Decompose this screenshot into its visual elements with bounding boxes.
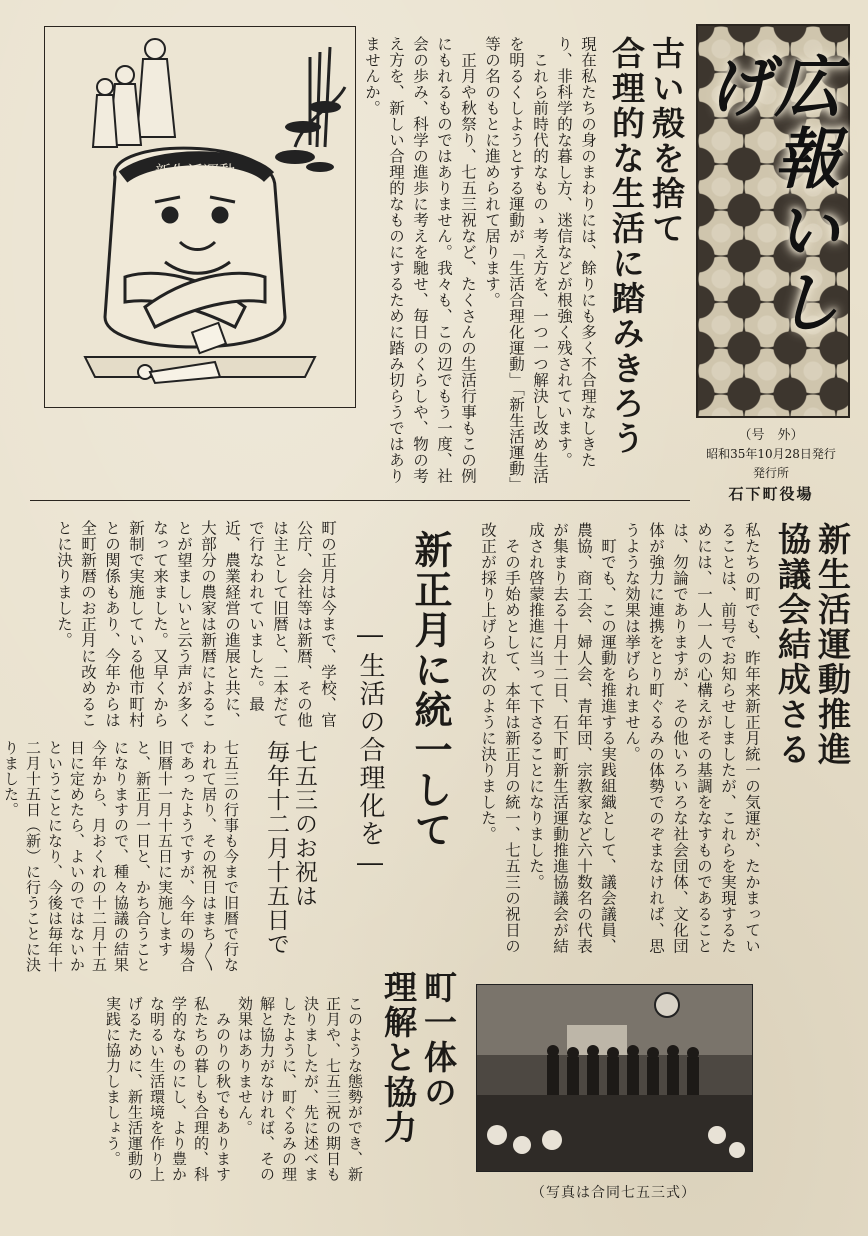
article2-headline-line1: 新生活運動推進 xyxy=(813,522,852,767)
section-divider xyxy=(30,500,690,501)
article1-headline xyxy=(602,36,686,506)
article2-headline xyxy=(768,522,852,962)
article2-headline-line2: 協議会結成さる xyxy=(773,522,812,767)
ceremony-photo xyxy=(476,984,753,1172)
article4-headline xyxy=(248,740,318,980)
article1-headline-line1: 古い殻を捨て xyxy=(647,36,686,246)
publication-info xyxy=(696,424,846,504)
article1-body: 現在私たちの身のまわりには、餘りにも多く不合理なしきたり、非科学的な暮し方、迷信などが根強く残されています。 これら前時代的なものゝ考え方を、一つ一つ解決し改め生活を明るくしようとする運動が「生活合理化運動」「新生活運動」等の名のもとに進められて居ります。 正月や秋祭り、七五三祝など、たくさんの生活行事もこの例にもれるものではありません。我々も、この辺でもう一度、社会の歩み、科学の進歩に考えを馳せ、毎日のくらしや、物の考え方を、新しい合理的なものにするために踏み切らうではありませんか。 xyxy=(363,36,597,485)
article5-headline xyxy=(372,970,458,1220)
article5-headline-line1: 町一体の xyxy=(419,970,458,1110)
masthead-title: 広報いしげ xyxy=(695,52,841,340)
article3-body: 町の正月は今まで、学校、官公庁、会社等は新暦、その他は主として旧暦と、二本だてで行なわれていました。最近、農業経営の進展と共に、大部分の農家は新暦によることが望ましいと云う声が多くなって来ました。又早くから新制で実施している他市町村との関係もあり、今年からは全町新暦のお正月に改めることに決りました。 xyxy=(55,520,337,728)
article4-headline-line1: 七五三のお祝は xyxy=(291,740,317,908)
publication-date: 昭和35年10月28日発行 xyxy=(706,447,836,461)
photo-caption: （写真は合同七五三式） xyxy=(531,1185,696,1201)
publisher-name: 石下町役場 xyxy=(728,485,814,503)
article1-headline-line2: 合理的な生活に踏みきろう xyxy=(607,36,646,456)
headband-text: 新生活運動 xyxy=(154,162,236,181)
article5-headline-line2: 理解と協力 xyxy=(379,970,418,1145)
photo-image xyxy=(477,985,752,1171)
article3-subheadline: ―生活の合理化を― xyxy=(355,620,385,880)
issue-type: （号 外） xyxy=(738,428,804,443)
article2-body: 私たちの町でも、昨年来新正月統一の気運が、たかまっていることは、前号でお知らせしましたが、これらを実現するためには、一人一人の心構えがその基調をなすものであることは、勿論でありますが、その他いろいろな社会団体、文化団体が強力に連携をとり町ぐるみの体勢でのぞまなければ、思うような効果は挙げられません。 町でも、この運動を推進する実践組織として、議会議員、農協、商工会、婦人会、青年団、宗教家など六十数名の代表が集まり去る十月十二日、石下町新生活運動推進協議会が結成され啓蒙推進に当って下さることになりました。 その手始めとして、本年は新正月の統一、七五三の祝日の改正が採り上げられ次のように決りました。 xyxy=(479,522,761,954)
article4-headline-line2: 毎年十二月十五日で xyxy=(263,740,289,956)
publisher-label: 発行所 xyxy=(752,466,789,480)
article4-body-part1: 七五三の行事も今まで旧暦で行なわれて居り、その祝日はまち〳〵であったようですが、今年の場合旧暦十一月十五日に実施しますと、新正月一日と、かち合うことになりますので、種々協議の結果今年から、月おくれの十二月十五日に定めたら、よいのではないかということになり、今後は毎年十二月十五日（新）に行うことに決りました。 xyxy=(2,740,240,973)
article3-headline: 新正月に統一して xyxy=(408,530,453,850)
article5-body: このような態勢ができ、新正月や、七五三祝の期日も決りましたが、先に述べましたように、町ぐるみの理解と協力がなければ、その効果はありません。 みのりの秋でもあります私たちの暮しも合理的、科学的なものにし、より豊かな明るい生活環境を作り上げるために、新生活運動の実践に協力しましょう。 xyxy=(104,996,364,1182)
